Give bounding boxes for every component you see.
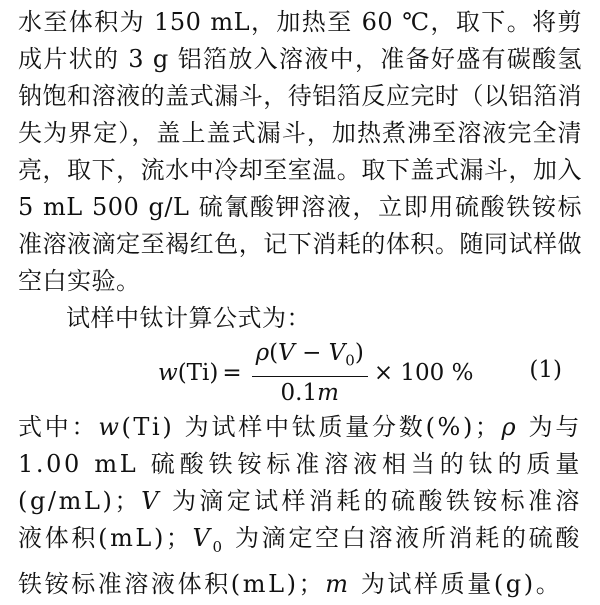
formula-numerator: [252, 339, 368, 378]
def-w-symbol: w: [98, 413, 122, 441]
formula-times: × 100 %: [373, 360, 474, 386]
def-rho-symbol: ρ: [501, 413, 519, 441]
formula-V0-sub: 0: [345, 351, 355, 370]
formula-block: [18, 339, 582, 407]
formula-rho: ρ: [255, 339, 270, 366]
def-m-symbol: m: [325, 569, 351, 598]
formula-minus: −: [302, 339, 322, 366]
def-V0-symbol: V: [192, 524, 213, 552]
def-m-text: 为试样质量(g)。: [350, 569, 563, 598]
formula-fraction: [252, 339, 368, 408]
titanium-formula: [158, 339, 474, 407]
formula-equals: =: [222, 360, 242, 386]
formula-intro-text: 试样中钛计算公式为：: [66, 304, 311, 332]
def-V-text: 为滴定试样消耗的硫酸铁铵标准溶液体积(mL)；: [18, 487, 582, 552]
formula-den-m: m: [317, 380, 339, 407]
def-w-text: (Ti) 为试样中钛质量分数(%)；: [121, 413, 502, 441]
formula-den-value: 0.1: [280, 380, 318, 407]
def-V0-sub: 0: [212, 537, 225, 556]
def-rho-text: 为与 1.00 mL 硫酸铁铵标准溶液相当的钛的质量 (g/mL)；: [18, 413, 582, 515]
formula-V0: V: [328, 339, 346, 366]
formula-num-close: ): [354, 339, 364, 366]
equation-number: (1): [529, 357, 562, 383]
def-V-symbol: V: [141, 487, 162, 515]
formula-V: V: [278, 339, 295, 366]
def-V0-text: 为滴定空白溶液所消耗的硫酸铁铵标准溶液体积(mL)；: [18, 524, 582, 598]
formula-denominator: [277, 377, 343, 407]
procedure-paragraph: [18, 4, 582, 300]
formula-intro-paragraph: [18, 300, 582, 337]
variable-definitions-paragraph: [18, 409, 582, 603]
procedure-text: 水至体积为 150 mL，加热至 60 ℃，取下。将剪成片状的 3 g 铝箔放入溶液中，准备好盛有碳酸氢钠饱和溶液的盖式漏斗，待铝箔反应完时（以铝箔消失为界定），盖上盖式漏斗，加热煮沸至溶液完全清亮，取下，流水中冷却至室温。取下盖式漏斗，加入 5 mL 500 g/L 硫氰酸钾溶液，立即用硫酸铁铵标准溶液滴定至褐红色，记下消耗的体积。随同试样做空白实验。: [18, 8, 582, 295]
formula-lhs-arg: (Ti): [177, 360, 219, 386]
definitions-lead: 式中：: [18, 413, 99, 441]
formula-lhs-symbol: w: [158, 360, 178, 386]
formula-num-open: (: [269, 339, 279, 366]
